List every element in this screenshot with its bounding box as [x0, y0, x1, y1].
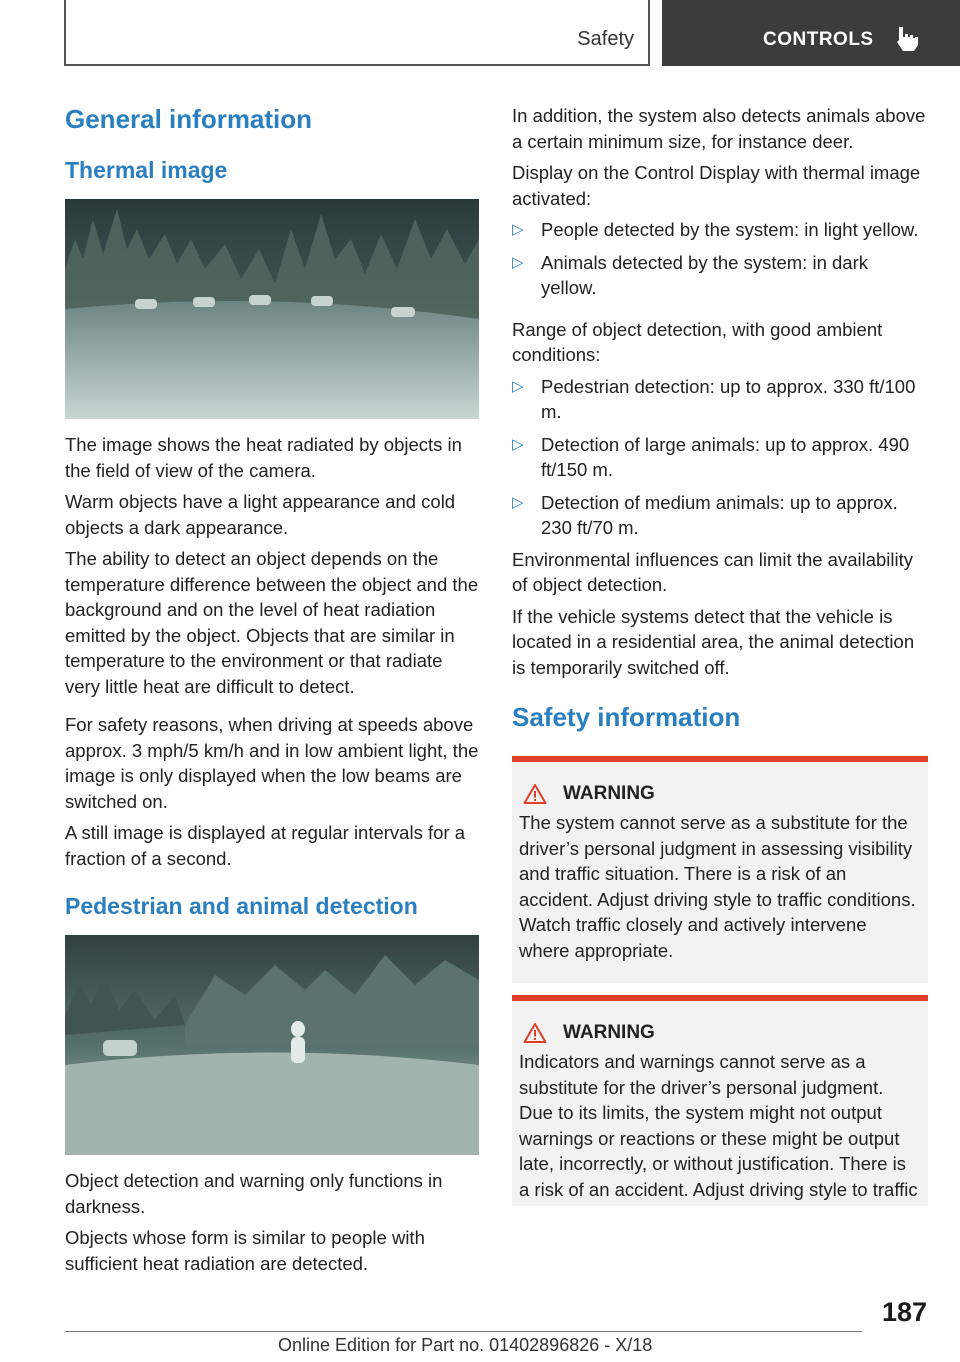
- header-section-box: [64, 0, 650, 66]
- warning-triangle-icon: [523, 783, 547, 805]
- display-list: [512, 217, 928, 301]
- warning-triangle-icon: [523, 1022, 547, 1044]
- triangle-bullet-icon: ▷: [512, 377, 524, 395]
- paragraph-safety-speeds: For safety reasons, when driving at speeds above approx. 3 mph/5 km/h and in low ambient light, the image is only displayed when the low beams are switched on.: [65, 714, 479, 812]
- warning-box-2: [512, 995, 928, 1206]
- footer-divider: [65, 1331, 862, 1332]
- paragraph-environmental: Environmental influences can limit the availability of object detection.: [512, 548, 914, 595]
- warning-title-row: [519, 1021, 921, 1045]
- pedestrian-detection-illustration: [65, 935, 479, 1155]
- triangle-bullet-icon: ▷: [512, 435, 524, 453]
- paragraph-residential: If the vehicle systems detect that the vehicle is located in a residential area, the animal detection is temporarily switched off.: [512, 605, 915, 678]
- warning-text-1: The system cannot serve as a substitute for the driver’s personal judgment in assessing visibility and traffic situation. There is a risk of an accident. Adjust driving style to traffic conditions. Watch traffic closely and actively intervene where appropriate.: [519, 812, 916, 961]
- paragraph-still-image: A still image is displayed at regular intervals for a fraction of a second.: [65, 822, 465, 869]
- paragraph-form-similar: Objects whose form is similar to people with sufficient heat radiation are detected.: [65, 1227, 425, 1274]
- hand-pointer-icon: [894, 24, 920, 52]
- warning-text-2: Indicators and warnings cannot serve as a substitute for the driver’s personal judgment. Due to its limits, the system might not output warnings or reactions or these might be output late, incorrectly, or without justification. There is a risk of an accident. Adjust driving style to traffic: [519, 1051, 918, 1200]
- right-column: [512, 103, 928, 1206]
- paragraph-heat-radiated: The image shows the heat radiated by objects in the field of view of the camera.: [65, 434, 462, 481]
- warning-box-1: [512, 756, 928, 983]
- range-list: [512, 374, 928, 541]
- list-item: [512, 432, 928, 483]
- warning-title: WARNING: [563, 783, 655, 804]
- paragraph-warm-cold: Warm objects have a light appearance and cold objects a dark appearance.: [65, 491, 456, 538]
- paragraph-darkness: Object detection and warning only functions in darkness.: [65, 1170, 443, 1217]
- paragraph-display-control: Display on the Control Display with thermal image activated:: [512, 162, 921, 209]
- page-number: 187: [881, 1297, 927, 1327]
- footer-edition: Online Edition for Part no. 01402896826 - X/18: [278, 1335, 653, 1355]
- triangle-bullet-icon: ▷: [512, 493, 524, 511]
- list-item-text: Detection of medium animals: up to approx. 230 ft/70 m.: [541, 491, 898, 538]
- list-item: [512, 250, 928, 301]
- heading-thermal-image: Thermal image: [65, 157, 228, 183]
- header-chapter-label: CONTROLS: [763, 29, 874, 50]
- left-column: [65, 100, 479, 1276]
- paragraph-range-detection: Range of object detection, with good ambient conditions:: [512, 318, 883, 365]
- list-item-text: People detected by the system: in light yellow.: [541, 219, 919, 240]
- list-item: [512, 217, 928, 243]
- header-section-label: Safety: [577, 28, 634, 50]
- paragraph-animals-detected: In addition, the system also detects animals above a certain minimum size, for instance deer.: [512, 105, 926, 152]
- list-item-text: Detection of large animals: up to approx. 490 ft/150 m.: [541, 433, 910, 480]
- thermal-image-illustration: [65, 199, 479, 419]
- heading-general-information: General information: [65, 104, 313, 134]
- heading-pedestrian-animal-detection: Pedestrian and animal detection: [65, 893, 418, 919]
- list-item: [512, 374, 928, 425]
- heading-safety-information: Safety information: [512, 702, 741, 732]
- header-chapter-tab: [662, 0, 960, 66]
- list-item-text: Pedestrian detection: up to approx. 330 ft/100 m.: [541, 375, 916, 422]
- paragraph-detect-ability: The ability to detect an object depends on the temperature difference between the object and the background and on the level of heat radiation emitted by the object. Objects that are similar in temperature to the environment or that radiate very little heat are difficult to detect.: [65, 548, 479, 697]
- triangle-bullet-icon: ▷: [512, 221, 524, 238]
- warning-title: WARNING: [563, 1022, 655, 1043]
- list-item-text: Animals detected by the system: in dark yellow.: [541, 251, 868, 298]
- triangle-bullet-icon: ▷: [512, 253, 524, 271]
- list-item: [512, 490, 928, 541]
- warning-title-row: [519, 782, 921, 806]
